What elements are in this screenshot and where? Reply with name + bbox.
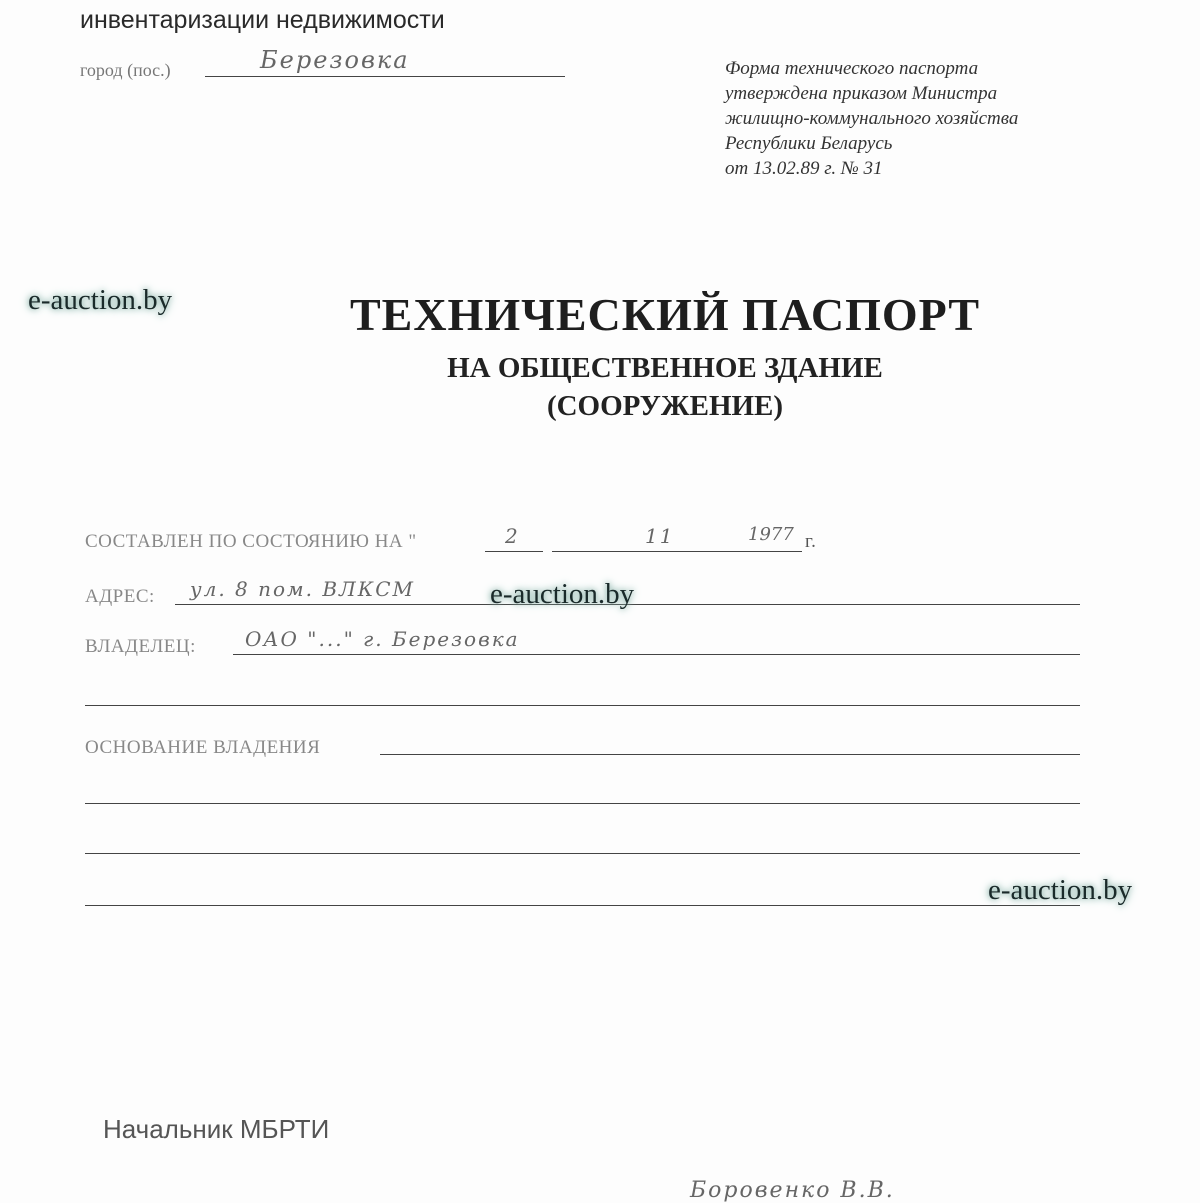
address-label: АДРЕС: <box>85 586 155 607</box>
organization-name: инвентаризации недвижимости <box>80 6 445 34</box>
month-year-line <box>552 551 802 552</box>
date-label: СОСТАВЛЕН ПО СОСТОЯНИЮ НА " <box>85 531 417 552</box>
city-line <box>205 76 565 77</box>
owner-value: ОАО "..." г. Березовка <box>245 627 520 651</box>
city-label: город (пос.) <box>80 60 171 80</box>
form-note-line: жилищно-коммунального хозяйства <box>725 108 1019 129</box>
form-note-line: Республики Беларусь <box>725 133 893 154</box>
form-note-line: Форма технического паспорта <box>725 58 979 79</box>
date-suffix: г. <box>805 531 817 552</box>
basis-line-3 <box>85 853 1080 854</box>
city-value: Березовка <box>260 46 410 74</box>
form-note-line: от 13.02.89 г. № 31 <box>725 158 883 179</box>
watermark: e-auction.by <box>490 578 635 610</box>
ownership-basis-label: ОСНОВАНИЕ ВЛАДЕНИЯ <box>85 737 321 758</box>
owner-line-2 <box>85 705 1080 706</box>
day-line <box>485 551 543 552</box>
address-value: ул. 8 пом. ВЛКСМ <box>190 577 415 601</box>
basis-line-4 <box>85 905 1080 906</box>
basis-line <box>380 754 1080 755</box>
form-approval-note <box>725 56 1018 181</box>
basis-line-2 <box>85 803 1080 804</box>
date-day: 2 <box>505 524 520 548</box>
owner-line <box>233 654 1080 655</box>
chief-title: Начальник МБРТИ <box>103 1114 330 1144</box>
owner-label: ВЛАДЕЛЕЦ: <box>85 636 196 657</box>
date-month: 11 <box>645 524 675 548</box>
form-note-line: утверждена приказом Министра <box>725 83 998 104</box>
document-title: ТЕХНИЧЕСКИЙ ПАСПОРТ <box>349 289 981 340</box>
watermark: e-auction.by <box>28 284 173 316</box>
date-year: 1977 <box>748 524 794 545</box>
document-subtitle: НА ОБЩЕСТВЕННОЕ ЗДАНИЕ <box>447 352 883 384</box>
document-subtitle-2: (СООРУЖЕНИЕ) <box>546 390 784 422</box>
watermark: e-auction.by <box>988 874 1133 906</box>
signature-name: Боровенко В.В. <box>690 1178 895 1203</box>
